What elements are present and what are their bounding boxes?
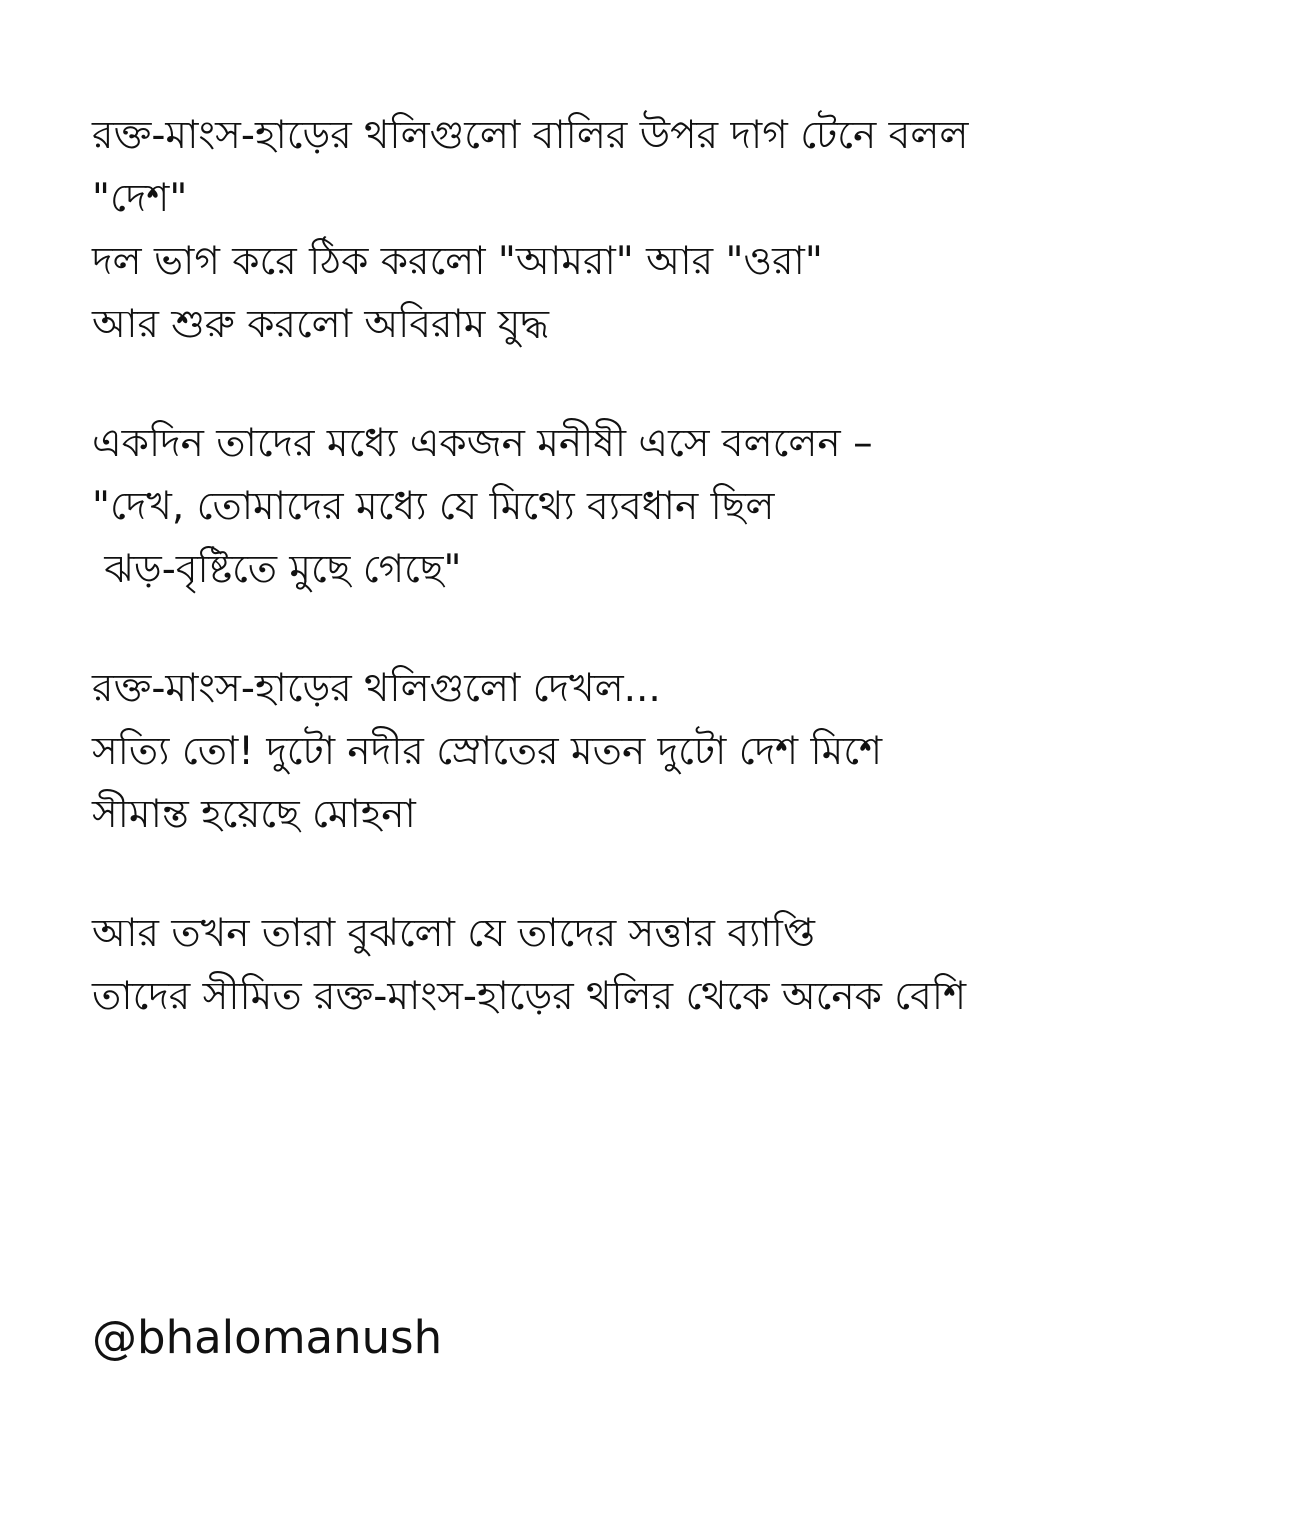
stanza-3 <box>92 657 1242 846</box>
poem-line: রক্ত-মাংস-হাড়ের থলিগুলো বালির উপর দাগ টেনে বলল <box>92 113 969 158</box>
poem-line: দল ভাগ করে ঠিক করলো "আমরা" আর "ওরা" <box>92 239 823 284</box>
poem-line: রক্ত-মাংস-হাড়ের থলিগুলো দেখল... <box>92 666 661 711</box>
poem-line: সত্যি তো! দুটো নদীর স্রোতের মতন দুটো দেশ মিশে <box>92 729 883 774</box>
stanza-1 <box>92 104 1242 356</box>
poem-line: সীমান্ত হয়েছে মোহনা <box>92 792 416 837</box>
poem <box>92 104 1242 1084</box>
stanza-2 <box>92 412 1242 601</box>
author-signature: @bhalomanush <box>92 1311 443 1364</box>
poem-line: "দেশ" <box>92 176 188 221</box>
poem-line: আর শুরু করলো অবিরাম যুদ্ধ <box>92 302 549 347</box>
poem-line: তাদের সীমিত রক্ত-মাংস-হাড়ের থলির থেকে অনেক বেশি <box>92 974 967 1019</box>
poem-line: একদিন তাদের মধ্যে একজন মনীষী এসে বললেন – <box>92 421 873 466</box>
stanza-4 <box>92 902 1242 1028</box>
poem-line: আর তখন তারা বুঝলো যে তাদের সত্তার ব্যাপ্তি <box>92 911 815 956</box>
poem-line: ঝড়-বৃষ্টিতে মুছে গেছে" <box>92 547 462 592</box>
poem-line: "দেখ, তোমাদের মধ্যে যে মিথ্যে ব্যবধান ছিল <box>92 484 775 529</box>
